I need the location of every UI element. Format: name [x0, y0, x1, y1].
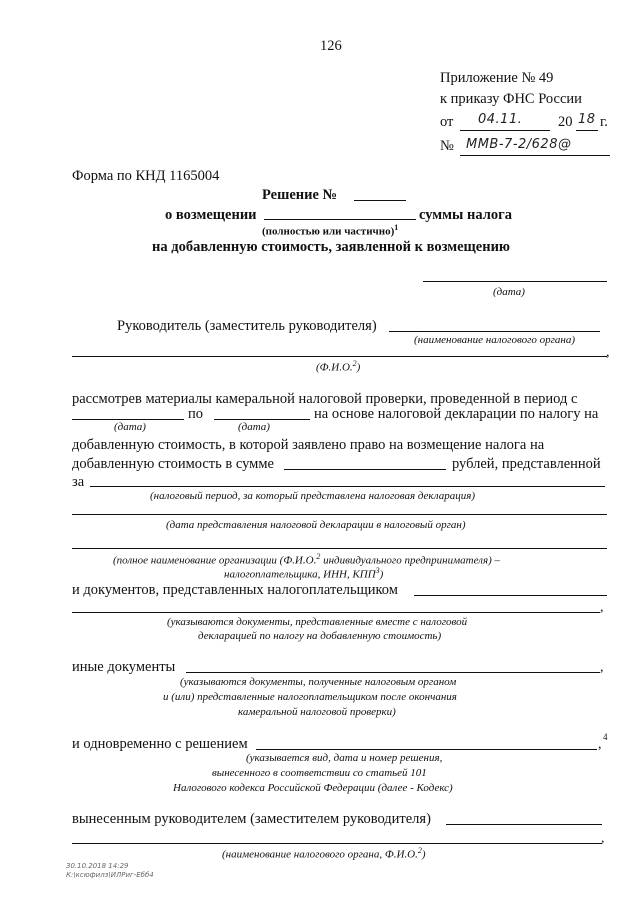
other-docs-label: иные документы — [72, 659, 176, 675]
head-fio-line[interactable] — [72, 356, 607, 357]
other-docs-caption-2: и (или) представленные налогоплательщиком после окончания — [163, 691, 457, 703]
simul-comma: , — [598, 737, 602, 752]
print-stamp-path: К:\ксюфилз\ИЛРиг-Ебб4 — [66, 871, 154, 879]
period-from-line[interactable] — [72, 419, 184, 420]
by-head-line-1[interactable] — [446, 824, 602, 825]
decision-about: о возмещении — [165, 207, 257, 223]
appendix-year-line — [576, 130, 598, 131]
appendix-date-handwritten: 04.11. — [478, 112, 523, 127]
form-code: Форма по КНД 1165004 — [72, 168, 220, 184]
appendix-year-handwritten: 18 — [578, 112, 596, 127]
period-to-caption: (дата) — [238, 421, 270, 433]
decision-number-line[interactable] — [354, 200, 406, 201]
simul-caption-2: вынесенного в соответствии со статьей 101 — [212, 767, 427, 779]
simul-line[interactable] — [256, 749, 597, 750]
appendix-year-suffix: г. — [600, 114, 608, 130]
by-head-comma: , — [601, 831, 605, 846]
appendix-num-prefix: № — [440, 138, 454, 154]
appendix-num-line — [460, 155, 610, 156]
body-za: за — [72, 474, 85, 490]
docs-comma: , — [600, 600, 604, 615]
docs-caption-2: декларацией по налогу на добавленную стоимость) — [198, 630, 442, 642]
print-stamp-time: 30.10.2018 14:29 — [66, 862, 129, 870]
body-line-3: добавленную стоимость, в которой заявлено право на возмещение налога на — [72, 437, 545, 453]
decision-title: Решение № — [262, 187, 338, 203]
appendix-date-prefix: от — [440, 114, 454, 130]
other-docs-comma: , — [600, 660, 604, 675]
other-docs-line[interactable] — [186, 672, 600, 673]
date-line[interactable] — [423, 281, 607, 282]
simul-caption-3: Налогового кодекса Российской Федерации (далее - Кодекс) — [173, 782, 453, 794]
decision-tax-sum: суммы налога — [419, 207, 512, 223]
by-head-label: вынесенным руководителем (заместителем руководителя) — [72, 811, 431, 827]
decision-amount-type-line[interactable] — [264, 219, 416, 220]
head-org-line[interactable] — [389, 331, 600, 332]
simul-footnote: 4 — [603, 732, 608, 742]
simul-label: и одновременно с решением — [72, 736, 248, 752]
head-fio-comma: , — [606, 345, 610, 360]
by-head-line-2[interactable] — [72, 843, 602, 844]
sum-line[interactable] — [284, 469, 446, 470]
appendix-order: к приказу ФНС России — [440, 91, 582, 107]
tax-period-caption: (налоговый период, за который представлена налоговая декларация) — [150, 490, 475, 502]
body-line-4b: рублей, представленной — [452, 456, 601, 472]
simul-caption-1: (указывается вид, дата и номер решения, — [246, 752, 443, 764]
submit-date-line[interactable] — [72, 514, 607, 515]
page-number: 126 — [320, 38, 342, 54]
appendix-date-line — [460, 130, 550, 131]
body-po: по — [188, 406, 204, 422]
head-org-caption: (наименование налогового органа) — [414, 334, 576, 346]
org-name-caption-2: налогоплательщика, ИНН, КПП$^3$) — [224, 566, 384, 581]
by-head-caption: (наименование налогового органа, Ф.И.О.$^2$) — [222, 846, 426, 861]
other-docs-caption-1: (указываются документы, полученные налоговым органом — [180, 676, 457, 688]
tax-period-line[interactable] — [90, 486, 605, 487]
docs-label: и документов, представленных налогоплательщиком — [72, 582, 398, 598]
appendix-title: Приложение № 49 — [440, 70, 554, 86]
decision-vat: на добавленную стоимость, заявленной к возмещению — [152, 239, 511, 255]
head-label: Руководитель (заместитель руководителя) — [117, 318, 377, 334]
docs-caption-1: (указываются документы, представленные вместе с налоговой — [167, 616, 468, 628]
submit-date-caption: (дата представления налоговой декларации в налоговый орган) — [166, 519, 466, 531]
period-from-caption: (дата) — [114, 421, 146, 433]
appendix-year-prefix: 20 — [558, 114, 573, 130]
body-line-2: на основе налоговой декларации по налогу на — [314, 406, 599, 422]
docs-line-2[interactable] — [72, 612, 600, 613]
other-docs-caption-3: камеральной налоговой проверки) — [238, 706, 396, 718]
docs-line-1[interactable] — [414, 595, 607, 596]
body-line-4a: добавленную стоимость в сумме — [72, 456, 274, 472]
appendix-num-handwritten: ММВ-7-2/628@ — [466, 137, 572, 152]
period-to-line[interactable] — [214, 419, 310, 420]
org-name-caption-1: (полное наименование организации (Ф.И.О.$^2$ индивидуального предпринимателя) – — [113, 552, 501, 567]
date-caption: (дата) — [493, 286, 525, 298]
decision-full-partial: (полностью или частично)$^1$ — [262, 223, 399, 238]
org-name-line[interactable] — [72, 548, 607, 549]
body-line-1: рассмотрев материалы камеральной налоговой проверки, проведенной в период с — [72, 391, 578, 407]
head-fio-caption: (Ф.И.О.$^2$) — [316, 359, 361, 374]
